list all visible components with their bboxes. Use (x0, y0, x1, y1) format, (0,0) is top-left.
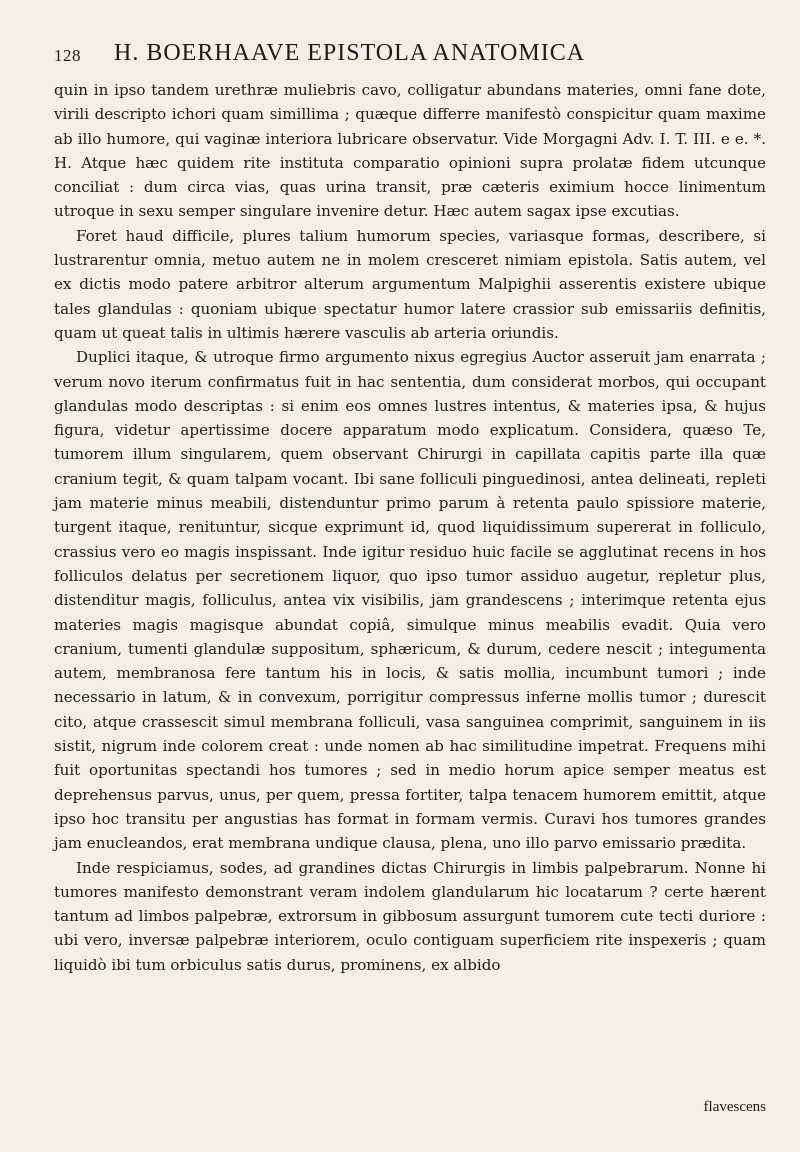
page-header (54, 40, 766, 78)
book-page (54, 40, 766, 1120)
paragraph: Foret haud difficile, plures talium humorum species, variasque formas, describere, si lustrarentur omnia, metuo autem ne in molem cresceret nimiam epistola. Satis autem, vel ex dictis modo patere arbitror alterum argumentum Malpighii asserentis existere ubique tales glandulas : quoniam ubique spectatur humor latere crassior sub emissariis definitis, quam ut queat talis in ultimis hærere vasculis ab arteria oriundis. (54, 226, 766, 342)
body-text (54, 78, 766, 977)
paragraph-continuation: quin in ipso tandem urethræ muliebris cavo, colligatur abundans materies, omni fane dote, virili descripto ichori quam simillima ; quæque differre manifestò conspicitur quam maxime ab illo humore, qui vaginæ interiora lubricare observatur. Vide Morgagni Adv. I. T. III. e e. *. H. Atque hæc quidem rite instituta comparatio opinioni supra prolatæ fidem utcunque conciliat : dum circa vias, quas urina transit, præ cæteris eximium hocce linimentum utroque in sexu semper singulare invenire detur. Hæc autem sagax ipse excutias. (54, 81, 766, 221)
paragraph: Duplici itaque, & utroque firmo argumento nixus egregius Auctor asseruit jam enarrata ; verum novo iterum confirmatus fuit in hac sententia, dum considerat morbos, qui occupant glandulas modo descriptas : si enim eos omnes lustres intentus, & materies ipsa, & hujus figura, videtur apertissime docere apparatum modo explicatum. Considera, quæso Te, tumorem illum singularem, quem observant Chirurgi in capillata capitis parte illa quæ cranium tegit, & quam talpam vocant. Ibi sane folliculi pinguedinosi, antea delineati, repleti jam materie minus meabili, distenduntur primo parum à retenta paulo spissiore materie, turgent itaque, renituntur, sicque exprimunt id, quod liquidissimum supererat in folliculo, crassius vero eo magis inspissant. Inde igitur residuo huic facile se agglutinat recens in hos folliculos delatus per secretionem liquor, quo ipso tumor assiduo augetur, repletur plus, distenditur magis, folliculus, antea vix visibilis, jam grandescens ; interimque retenta ejus materies magis magisque abundat copiâ, simulque minus meabilis evadit. Quia vero cranium, tumenti glandulæ suppositum, sphæricum, & durum, cedere nescit ; integumenta autem, membranosa fere tantum his in locis, & satis mollia, incumbunt tumori ; inde necessario in latum, & in convexum, porrigitur compressus inferne mollis tumor ; durescit cito, atque crassescit simul membrana folliculi, vasa sanguinea comprimit, sanguinem in iis sistit, nigrum inde colorem creat : unde nomen ab hac similitudine impetrat. Frequens mihi fuit oportunitas spectandi hos tumores ; sed in medio horum apice semper meatus est deprehensus parvus, unus, per quem, pressa fortiter, talpa tenacem humorem emittit, atque ipso hoc transitu per angustias has format in formam vermis. Curavi hos tumores grandes jam enucleandos, erat membrana undique clausa, plena, uno illo parvo emissario prædita. (54, 348, 766, 853)
paragraph: Inde respiciamus, sodes, ad grandines dictas Chirurgis in limbis palpebrarum. Nonne hi tumores manifesto demonstrant veram indolem glandularum hic locatarum ? certe hærent tantum ad limbos palpebræ, extrorsum in gibbosum assurgunt tumorem cute tecti duriore : ubi vero, inversæ palpebræ interiorem, oculo contiguam superficiem rite inspexeris ; quam liquidò ibi tum orbiculus satis durus, prominens, ex albido (54, 858, 766, 974)
running-head: H. BOERHAAVE EPISTOLA ANATOMICA (114, 40, 586, 66)
page-number: 128 (54, 46, 81, 65)
catchword: flavescens (703, 1099, 766, 1115)
